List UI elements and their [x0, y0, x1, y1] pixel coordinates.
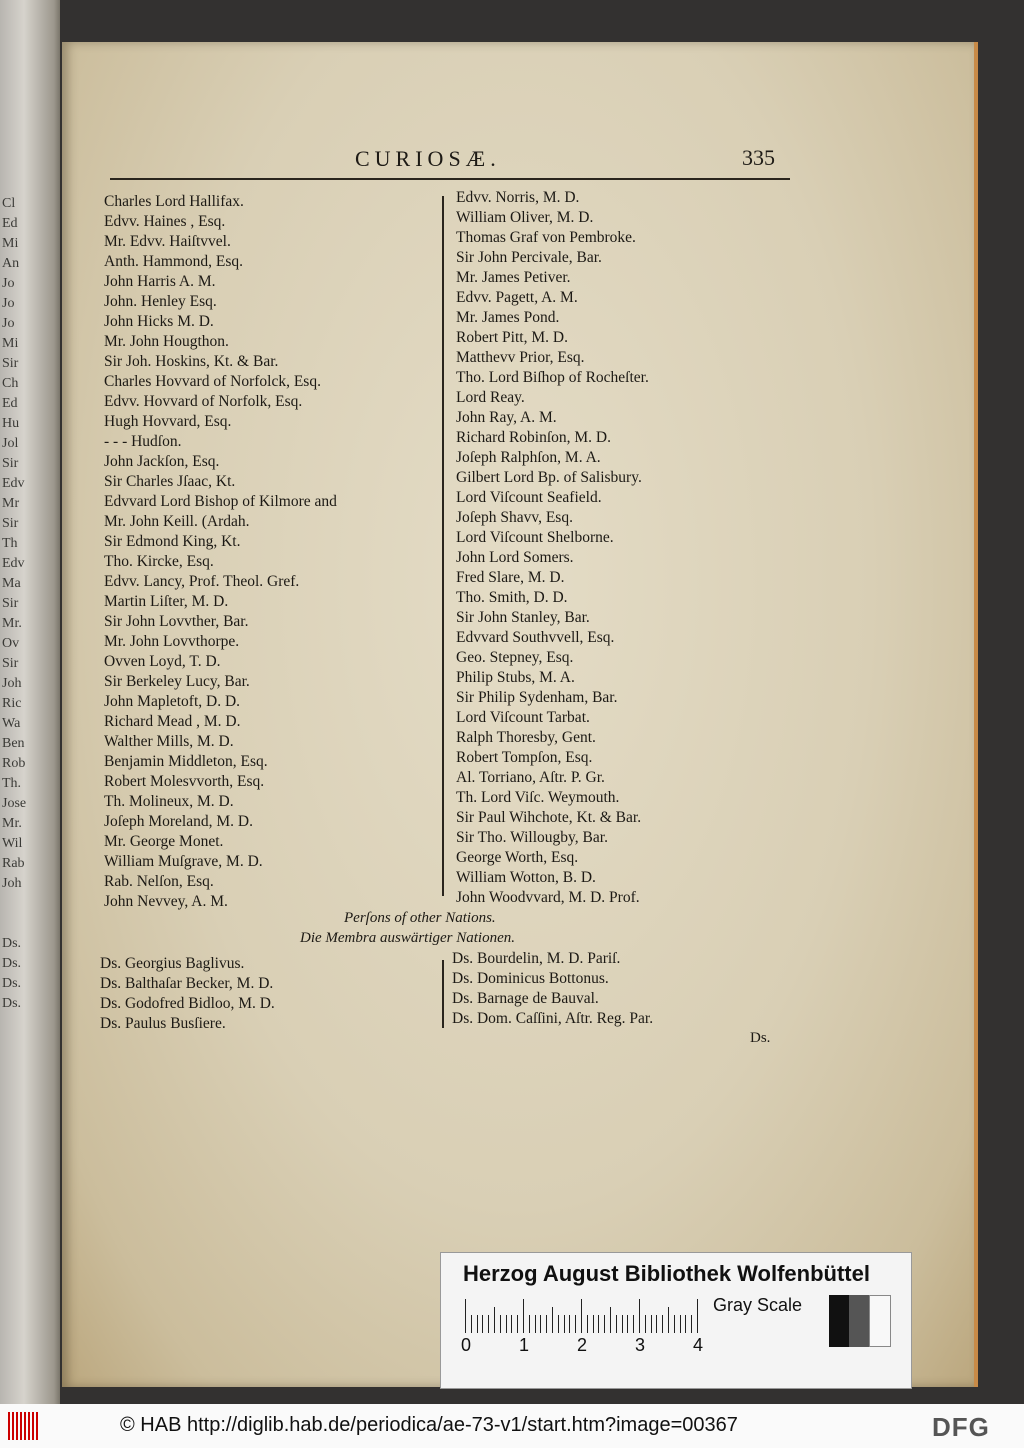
member-entry: Hugh Hovvard, Esq.	[104, 413, 232, 430]
ruler-tick	[680, 1315, 681, 1333]
member-entry: Sir Philip Sydenham, Bar.	[456, 689, 618, 706]
member-entry: William Wotton, B. D.	[456, 869, 596, 886]
left-page-fragment: Th.	[2, 776, 22, 791]
left-page-fragment: Ric	[2, 696, 22, 711]
left-page-fragment: Ch	[2, 376, 19, 391]
ruler-tick	[552, 1307, 553, 1333]
left-page-fragment: Ds.	[2, 956, 22, 971]
ruler	[465, 1297, 701, 1333]
member-entry: Mr. James Pond.	[456, 309, 560, 326]
left-page-fragment: Ben	[2, 736, 25, 751]
left-page-fragment: An	[2, 256, 20, 271]
section-heading-latin: Perſons of other Nations.	[344, 910, 496, 926]
foreign-member-entry: Ds. Dominicus Bottonus.	[452, 970, 609, 987]
member-entry: Edvv. Hovvard of Norfolk, Esq.	[104, 393, 303, 410]
ruler-number: 2	[577, 1335, 588, 1355]
member-entry: Tho. Smith, D. D.	[456, 589, 568, 606]
member-entry: Joſeph Ralphſon, M. A.	[456, 449, 601, 466]
member-entry: Robert Pitt, M. D.	[456, 329, 568, 346]
ruler-tick	[540, 1315, 541, 1333]
member-entry: Th. Lord Viſc. Weymouth.	[456, 789, 620, 806]
ruler-tick	[633, 1315, 634, 1333]
ruler-tick	[645, 1315, 646, 1333]
ruler-tick	[593, 1315, 594, 1333]
member-entry: Robert Molesvvorth, Esq.	[104, 773, 265, 790]
ruler-tick	[494, 1307, 495, 1333]
left-page-fragment: Hu	[2, 416, 20, 431]
left-page-fragment: Jol	[2, 436, 19, 451]
member-entry: John Nevvey, A. M.	[104, 893, 228, 910]
dfg-logo: DFG	[932, 1412, 990, 1442]
running-title: CURIOSÆ.	[355, 146, 501, 171]
left-page-fragment: Jose	[2, 796, 27, 811]
left-page-fragment: Mi	[2, 236, 19, 251]
library-name: Herzog August Bibliothek Wolfenbüttel	[463, 1261, 870, 1286]
column-rule-foreign	[442, 960, 444, 1028]
ruler-tick	[465, 1299, 466, 1333]
member-entry: Mr. John Keill. (Ardah.	[104, 513, 250, 530]
ruler-tick	[598, 1315, 599, 1333]
ruler-tick	[546, 1315, 547, 1333]
member-entry: Lord Viſcount Shelborne.	[456, 529, 614, 546]
ruler-tick	[587, 1315, 588, 1333]
page-number: 335	[742, 145, 775, 170]
ruler-tick	[564, 1315, 565, 1333]
member-entry: Mr. George Monet.	[104, 833, 224, 850]
member-entry: Charles Hovvard of Norfolck, Esq.	[104, 373, 321, 390]
member-entry: Lord Reay.	[456, 389, 525, 406]
member-entry: Edvv. Pagett, A. M.	[456, 289, 578, 306]
member-entry: Martin Liſter, M. D.	[104, 593, 229, 610]
left-page-fragment: Jo	[2, 296, 15, 311]
member-entry: Lord Viſcount Tarbat.	[456, 709, 590, 726]
member-entry: Richard Robinſon, M. D.	[456, 429, 611, 446]
foreign-member-entry: Ds. Paulus Busſiere.	[100, 1015, 226, 1032]
member-entry: Sir Joh. Hoskins, Kt. & Bar.	[104, 353, 279, 370]
ruler-tick	[697, 1299, 698, 1333]
member-entry: Benjamin Middleton, Esq.	[104, 753, 268, 770]
member-entry: Thomas Graf von Pembroke.	[456, 229, 636, 246]
member-entry: Tho. Lord Biſhop of Rocheſter.	[456, 369, 649, 386]
left-page-fragment: Joh	[2, 876, 22, 891]
foreign-member-entry: Ds. Bourdelin, M. D. Pariſ.	[452, 950, 621, 967]
member-entry: Edvv. Lancy, Prof. Theol. Gref.	[104, 573, 300, 590]
ruler-tick	[610, 1307, 611, 1333]
ruler-number: 1	[519, 1335, 530, 1355]
member-entry: Sir Edmond King, Kt.	[104, 533, 241, 550]
left-page-fragment: Ed	[2, 216, 18, 231]
catchword: Ds.	[750, 1030, 771, 1046]
ruler-tick	[616, 1315, 617, 1333]
ruler-number: 3	[635, 1335, 646, 1355]
ruler-tick	[488, 1315, 489, 1333]
left-page-fragment: Rab	[2, 856, 25, 871]
ruler-tick	[662, 1315, 663, 1333]
member-entry: Tho. Kircke, Esq.	[104, 553, 214, 570]
left-page-fragment: Joh	[2, 676, 22, 691]
foreign-member-entry: Ds. Dom. Caſſini, Aſtr. Reg. Par.	[452, 1010, 654, 1027]
member-entry: Philip Stubs, M. A.	[456, 669, 575, 686]
member-entry: Sir John Stanley, Bar.	[456, 609, 590, 626]
ruler-tick	[535, 1315, 536, 1333]
left-page-fragment: Sir	[2, 356, 19, 371]
ruler-tick	[581, 1299, 582, 1333]
member-entry: Sir John Lovvther, Bar.	[104, 613, 249, 630]
ruler-tick	[674, 1315, 675, 1333]
member-entry: Matthevv Prior, Esq.	[456, 349, 585, 366]
left-page-fragment: Mr	[2, 496, 20, 511]
member-entry: Walther Mills, M. D.	[104, 733, 234, 750]
member-entry: John Hicks M. D.	[104, 313, 214, 330]
left-page-fragment: Wil	[2, 836, 23, 851]
ruler-tick	[651, 1315, 652, 1333]
member-entry: Gilbert Lord Bp. of Salisbury.	[456, 469, 642, 486]
ruler-tick	[691, 1315, 692, 1333]
member-entry: Robert Tompſon, Esq.	[456, 749, 593, 766]
member-entry: Mr. John Hougthon.	[104, 333, 229, 350]
left-page-fragment: Wa	[2, 716, 21, 731]
member-entry: William Oliver, M. D.	[456, 209, 594, 226]
ruler-tick	[627, 1315, 628, 1333]
member-entry: John Ray, A. M.	[456, 409, 557, 426]
member-entry: John Woodvvard, M. D. Prof.	[456, 889, 640, 906]
left-page-fragment: Mr.	[2, 816, 22, 831]
ruler-tick	[482, 1315, 483, 1333]
member-entry: Edvvard Southvvell, Esq.	[456, 629, 615, 646]
ruler-tick	[685, 1315, 686, 1333]
ruler-tick	[604, 1315, 605, 1333]
ruler-tick	[471, 1315, 472, 1333]
member-entry: Mr. Edvv. Haiſtvvel.	[104, 233, 231, 250]
member-entry: Rab. Nelſon, Esq.	[104, 873, 214, 890]
member-entry: Sir John Percivale, Bar.	[456, 249, 602, 266]
left-page-fragment: Ds.	[2, 976, 22, 991]
member-entry: Sir Charles Jſaac, Kt.	[104, 473, 236, 490]
hab-logo-icon	[8, 1412, 44, 1440]
section-heading-german: Die Membra auswärtiger Nationen.	[300, 930, 515, 946]
member-entry: John Jackſon, Esq.	[104, 453, 220, 470]
left-page-fragment: Th	[2, 536, 18, 551]
member-entry: Mr. John Lovvthorpe.	[104, 633, 240, 650]
gray-scale-bars	[829, 1295, 891, 1347]
ruler-tick	[569, 1315, 570, 1333]
member-entry: Th. Molineux, M. D.	[104, 793, 234, 810]
ruler-tick	[575, 1315, 576, 1333]
left-page-fragment: Edv	[2, 556, 25, 571]
header-rule	[110, 178, 790, 180]
member-entry: John. Henley Esq.	[104, 293, 217, 310]
member-entry: Lord Viſcount Seafield.	[456, 489, 602, 506]
viewer-footer	[0, 1404, 1024, 1448]
member-entry: Mr. James Petiver.	[456, 269, 571, 286]
ruler-tick	[668, 1307, 669, 1333]
ruler-tick	[523, 1299, 524, 1333]
left-page-fragment: Sir	[2, 596, 19, 611]
left-page-fragment: Sir	[2, 656, 19, 671]
member-entry: William Muſgrave, M. D.	[104, 853, 263, 870]
member-entry: Al. Torriano, Aſtr. P. Gr.	[456, 769, 605, 786]
member-entry: Richard Mead , M. D.	[104, 713, 241, 730]
ruler-tick	[529, 1315, 530, 1333]
left-page-fragment: Ds.	[2, 996, 22, 1011]
member-entry: - - - Hudſon.	[104, 433, 182, 450]
members-right-column	[456, 188, 649, 908]
left-page-fragment: Ds.	[2, 936, 22, 951]
member-entry: Edvv. Haines , Esq.	[104, 213, 226, 230]
left-page-fragment: Jo	[2, 316, 15, 331]
member-entry: Geo. Stepney, Esq.	[456, 649, 574, 666]
foreign-member-entry: Ds. Georgius Baglivus.	[100, 955, 245, 972]
member-entry: Fred Slare, M. D.	[456, 569, 565, 586]
left-page-fragment: Ov	[2, 636, 20, 651]
member-entry: Ralph Thoresby, Gent.	[456, 729, 596, 746]
ruler-tick	[477, 1315, 478, 1333]
foreign-member-entry: Ds. Godofred Bidloo, M. D.	[100, 995, 275, 1012]
member-entry: John Lord Somers.	[456, 549, 574, 566]
member-entry: Sir Tho. Willougby, Bar.	[456, 829, 608, 846]
column-rule	[442, 196, 444, 896]
ruler-tick	[656, 1315, 657, 1333]
member-entry: Joſeph Moreland, M. D.	[104, 813, 253, 830]
member-entry: Edvv. Norris, M. D.	[456, 189, 580, 206]
ruler-tick	[639, 1299, 640, 1333]
member-entry: Ovven Loyd, T. D.	[104, 653, 221, 670]
foreign-right-column	[452, 949, 653, 1029]
ruler-tick	[517, 1315, 518, 1333]
left-page-fragment: Ed	[2, 396, 18, 411]
left-page-fragment: Mr.	[2, 616, 22, 631]
member-entry: Edvvard Lord Bishop of Kilmore and	[104, 493, 337, 510]
foreign-left-column	[100, 954, 275, 1034]
member-entry: John Mapletoft, D. D.	[104, 693, 241, 710]
member-entry: Charles Lord Hallifax.	[104, 193, 244, 210]
left-page-fragment: Jo	[2, 276, 15, 291]
left-page-fragment: Sir	[2, 456, 19, 471]
member-entry: Sir Paul Wihchote, Kt. & Bar.	[456, 809, 642, 826]
members-left-column	[104, 192, 337, 912]
left-page-fragment: Sir	[2, 516, 19, 531]
foreign-member-entry: Ds. Barnage de Bauval.	[452, 990, 599, 1007]
foreign-member-entry: Ds. Balthaſar Becker, M. D.	[100, 975, 274, 992]
ruler-tick	[511, 1315, 512, 1333]
member-entry: Sir Berkeley Lucy, Bar.	[104, 673, 250, 690]
left-page-fragment: Cl	[2, 196, 16, 211]
left-page-fragment: Ma	[2, 576, 21, 591]
ruler-number: 0	[461, 1335, 472, 1355]
library-color-target	[440, 1252, 912, 1389]
ruler-tick	[506, 1315, 507, 1333]
left-page-fragment: Mi	[2, 336, 19, 351]
member-entry: Joſeph Shavv, Esq.	[456, 509, 573, 526]
gray-scale-label: Gray Scale	[713, 1295, 803, 1315]
ruler-number: 4	[693, 1335, 704, 1355]
member-entry: John Harris A. M.	[104, 273, 216, 290]
ruler-tick	[558, 1315, 559, 1333]
member-entry: George Worth, Esq.	[456, 849, 579, 866]
left-page-edge	[0, 0, 60, 1404]
ruler-tick	[500, 1315, 501, 1333]
ruler-tick	[622, 1315, 623, 1333]
left-page-fragment: Rob	[2, 756, 26, 771]
member-entry: Anth. Hammond, Esq.	[104, 253, 244, 270]
left-page-fragment: Edv	[2, 476, 25, 491]
copyright-link[interactable]: © HAB http://diglib.hab.de/periodica/ae-73-v1/start.htm?image=00367	[120, 1414, 738, 1436]
